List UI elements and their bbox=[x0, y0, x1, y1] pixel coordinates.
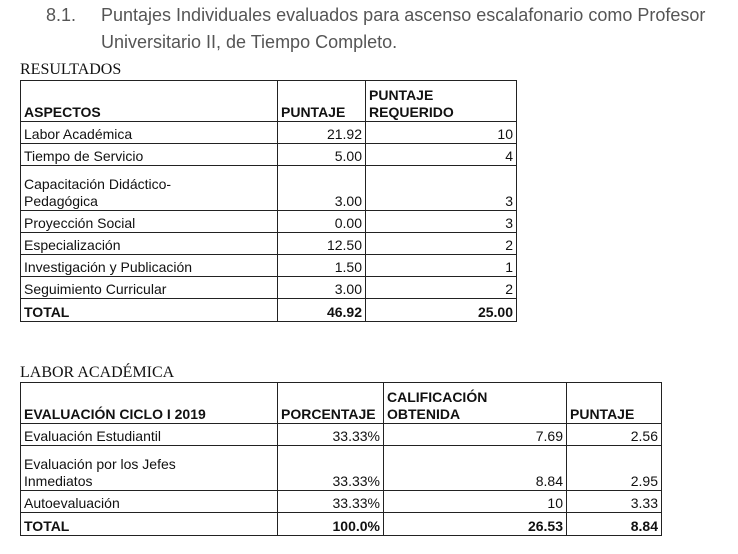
table-row bbox=[21, 446, 662, 491]
cell-aspecto: Labor Académica bbox=[21, 122, 278, 144]
header-evaluacion: EVALUACIÓN CICLO I 2019 bbox=[21, 383, 278, 424]
table-row bbox=[21, 166, 517, 211]
header-aspectos: ASPECTOS bbox=[21, 81, 278, 122]
cell-puntaje: 12.50 bbox=[278, 233, 366, 255]
table-row bbox=[21, 424, 662, 446]
header-puntaje: PUNTAJE bbox=[278, 81, 366, 122]
cell-aspecto: Investigación y Publicación bbox=[21, 255, 278, 277]
table-row bbox=[21, 277, 517, 299]
cell-requerido: 2 bbox=[366, 233, 517, 255]
table-row bbox=[21, 255, 517, 277]
table-header-row bbox=[21, 383, 662, 424]
cell-puntaje: 21.92 bbox=[278, 122, 366, 144]
total-puntaje: 8.84 bbox=[567, 513, 662, 536]
total-porcentaje: 100.0% bbox=[278, 513, 384, 536]
table-row bbox=[21, 491, 662, 513]
cell-puntaje: 5.00 bbox=[278, 144, 366, 166]
cell-evaluacion: Autoevaluación bbox=[21, 491, 278, 513]
header-puntaje: PUNTAJE bbox=[567, 383, 662, 424]
total-calificacion: 26.53 bbox=[384, 513, 567, 536]
cell-aspecto: Especialización bbox=[21, 233, 278, 255]
cell-calificacion: 8.84 bbox=[384, 446, 567, 491]
cell-puntaje: 2.56 bbox=[567, 424, 662, 446]
cell-calificacion: 7.69 bbox=[384, 424, 567, 446]
total-puntaje: 46.92 bbox=[278, 299, 366, 322]
cell-requerido: 3 bbox=[366, 166, 517, 211]
labor-table bbox=[20, 382, 662, 536]
resultados-caption: RESULTADOS bbox=[20, 61, 122, 78]
section-title-line1: Puntajes Individuales evaluados para ascenso escalafonario como Profesor bbox=[101, 5, 706, 25]
section-number: 8.1. bbox=[46, 5, 77, 25]
labor-caption: LABOR ACADÉMICA bbox=[20, 364, 175, 381]
header-porcentaje: PORCENTAJE bbox=[278, 383, 384, 424]
cell-aspecto: Seguimiento Curricular bbox=[21, 277, 278, 299]
cell-aspecto: Tiempo de Servicio bbox=[21, 144, 278, 166]
table-row bbox=[21, 233, 517, 255]
cell-porcentaje: 33.33% bbox=[278, 424, 384, 446]
resultados-table bbox=[20, 80, 517, 322]
total-requerido: 25.00 bbox=[366, 299, 517, 322]
cell-calificacion: 10 bbox=[384, 491, 567, 513]
cell-puntaje: 2.95 bbox=[567, 446, 662, 491]
cell-puntaje: 0.00 bbox=[278, 211, 366, 233]
header-puntaje-requerido: PUNTAJE REQUERIDO bbox=[366, 81, 517, 122]
cell-puntaje: 3.33 bbox=[567, 491, 662, 513]
cell-aspecto: Capacitación Didáctico- Pedagógica bbox=[21, 166, 278, 211]
cell-evaluacion: Evaluación por los Jefes Inmediatos bbox=[21, 446, 278, 491]
total-label: TOTAL bbox=[21, 299, 278, 322]
cell-requerido: 10 bbox=[366, 122, 517, 144]
cell-requerido: 1 bbox=[366, 255, 517, 277]
total-label: TOTAL bbox=[21, 513, 278, 536]
cell-puntaje: 3.00 bbox=[278, 277, 366, 299]
cell-porcentaje: 33.33% bbox=[278, 491, 384, 513]
table-row bbox=[21, 122, 517, 144]
cell-puntaje: 3.00 bbox=[278, 166, 366, 211]
cell-porcentaje: 33.33% bbox=[278, 446, 384, 491]
cell-aspecto: Proyección Social bbox=[21, 211, 278, 233]
table-row bbox=[21, 144, 517, 166]
cell-requerido: 3 bbox=[366, 211, 517, 233]
table-header-row bbox=[21, 81, 517, 122]
cell-requerido: 2 bbox=[366, 277, 517, 299]
table-row bbox=[21, 211, 517, 233]
total-row bbox=[21, 299, 517, 322]
cell-evaluacion: Evaluación Estudiantil bbox=[21, 424, 278, 446]
total-row bbox=[21, 513, 662, 536]
header-calificacion: CALIFICACIÓN OBTENIDA bbox=[384, 383, 567, 424]
cell-puntaje: 1.50 bbox=[278, 255, 366, 277]
section-title-line2: Universitario II, de Tiempo Completo. bbox=[101, 32, 398, 52]
cell-requerido: 4 bbox=[366, 144, 517, 166]
